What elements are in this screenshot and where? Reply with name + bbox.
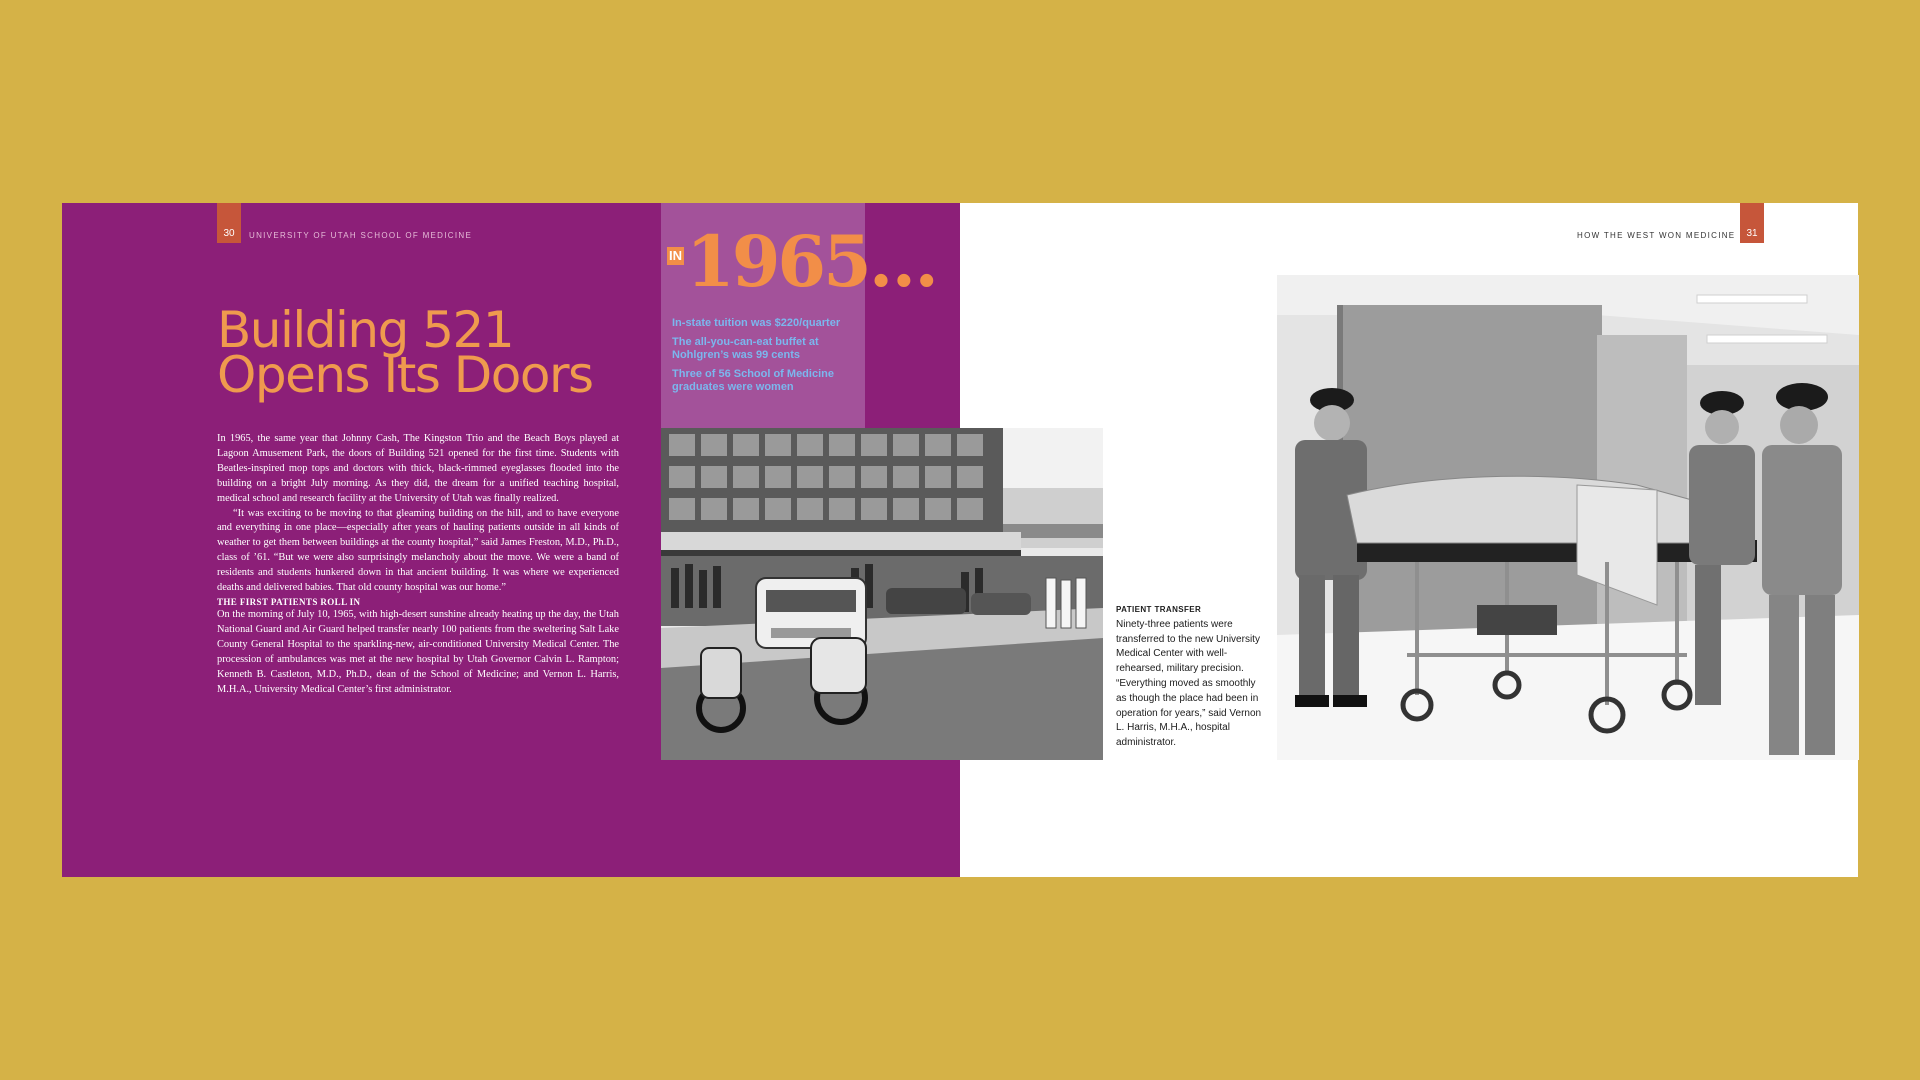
year-heading xyxy=(667,222,936,302)
hospital-arrival-photo xyxy=(661,428,1103,760)
year-text: 1965… xyxy=(686,220,936,303)
photo-caption xyxy=(1116,603,1268,751)
running-head: UNIVERSITY OF UTAH SCHOOL OF MEDICINE xyxy=(249,231,473,240)
fact-list xyxy=(672,317,862,400)
body-paragraph-3: On the morning of July 10, 1965, with high-desert sunshine already heating up the day, the Utah National Guard and Air Guard helped transfer nearly 100 patients from the sweltering Salt Lake County General Hospital to the sparkling-new, air-conditioned University Medical Center. The procession of ambulances was met at the new hospital by Utah Governor Calvin L. Rampton; Kenneth B. Castleton, M.D., Ph.D., dean of the School of Medicine; and Vernon L. Harris, M.H.A., University Medical Center’s first administrator. xyxy=(217,608,619,695)
body-paragraph-2: “It was exciting to be moving to that gleaming building on the hill, and to have everyone and everything in one place—especially after years of hauling patients outside in all kinds of weather to get them between buildings at the county hospital,” said James Freston, M.D., Ph.D., class of ’61. “But we were also surprisingly melancholy about the move. We were a band of residents and students hunkered down in that ancient building. It was where we experienced deaths and delivered babies. That old county hospital was our home.” xyxy=(217,507,619,594)
section-subhead: THE FIRST PATIENTS ROLL IN xyxy=(217,596,361,607)
fact-item: In-state tuition was $220/quarter xyxy=(672,317,841,329)
magazine-spread xyxy=(62,203,1858,877)
patient-transfer-photo xyxy=(1277,275,1859,760)
title-line-2: Opens Its Doors xyxy=(217,346,593,404)
page-number: 30 xyxy=(223,228,235,239)
title-line-1: Building 521 xyxy=(217,301,514,359)
fact-item: The all-you-can-eat buffet at Nohlgren’s was 99 cents xyxy=(672,336,819,361)
caption-heading: PATIENT TRANSFER xyxy=(1116,605,1202,614)
article-body xyxy=(217,432,619,697)
in-badge: IN xyxy=(669,248,682,263)
article-title xyxy=(217,301,593,404)
fact-item: Three of 56 School of Medicine graduates were women xyxy=(672,368,834,393)
body-paragraph-1: In 1965, the same year that Johnny Cash, The Kingston Trio and the Beach Boys played at Lagoon Amusement Park, the doors of Building 521 opened for the first time. Students with Beatles-inspired mop tops and doctors with thick, black-rimmed eyeglasses flooded into the building on a bright July morning. As they did, the dream for a unified teaching hospital, medical school and research facility at the University of Utah was finally realized. xyxy=(217,433,619,504)
caption-text: Ninety-three patients were transferred to the new University Medical Center with well-rehearsed, military precision. “Everything moved as smoothly as though the place had been in operation for years,” said Vernon L. Harris, M.H.A., hospital administrator. xyxy=(1116,618,1262,749)
running-head: HOW THE WEST WON MEDICINE xyxy=(1577,231,1736,240)
page-number-tab xyxy=(1740,203,1764,243)
page-number: 31 xyxy=(1746,228,1758,239)
page-number-tab xyxy=(217,203,241,243)
